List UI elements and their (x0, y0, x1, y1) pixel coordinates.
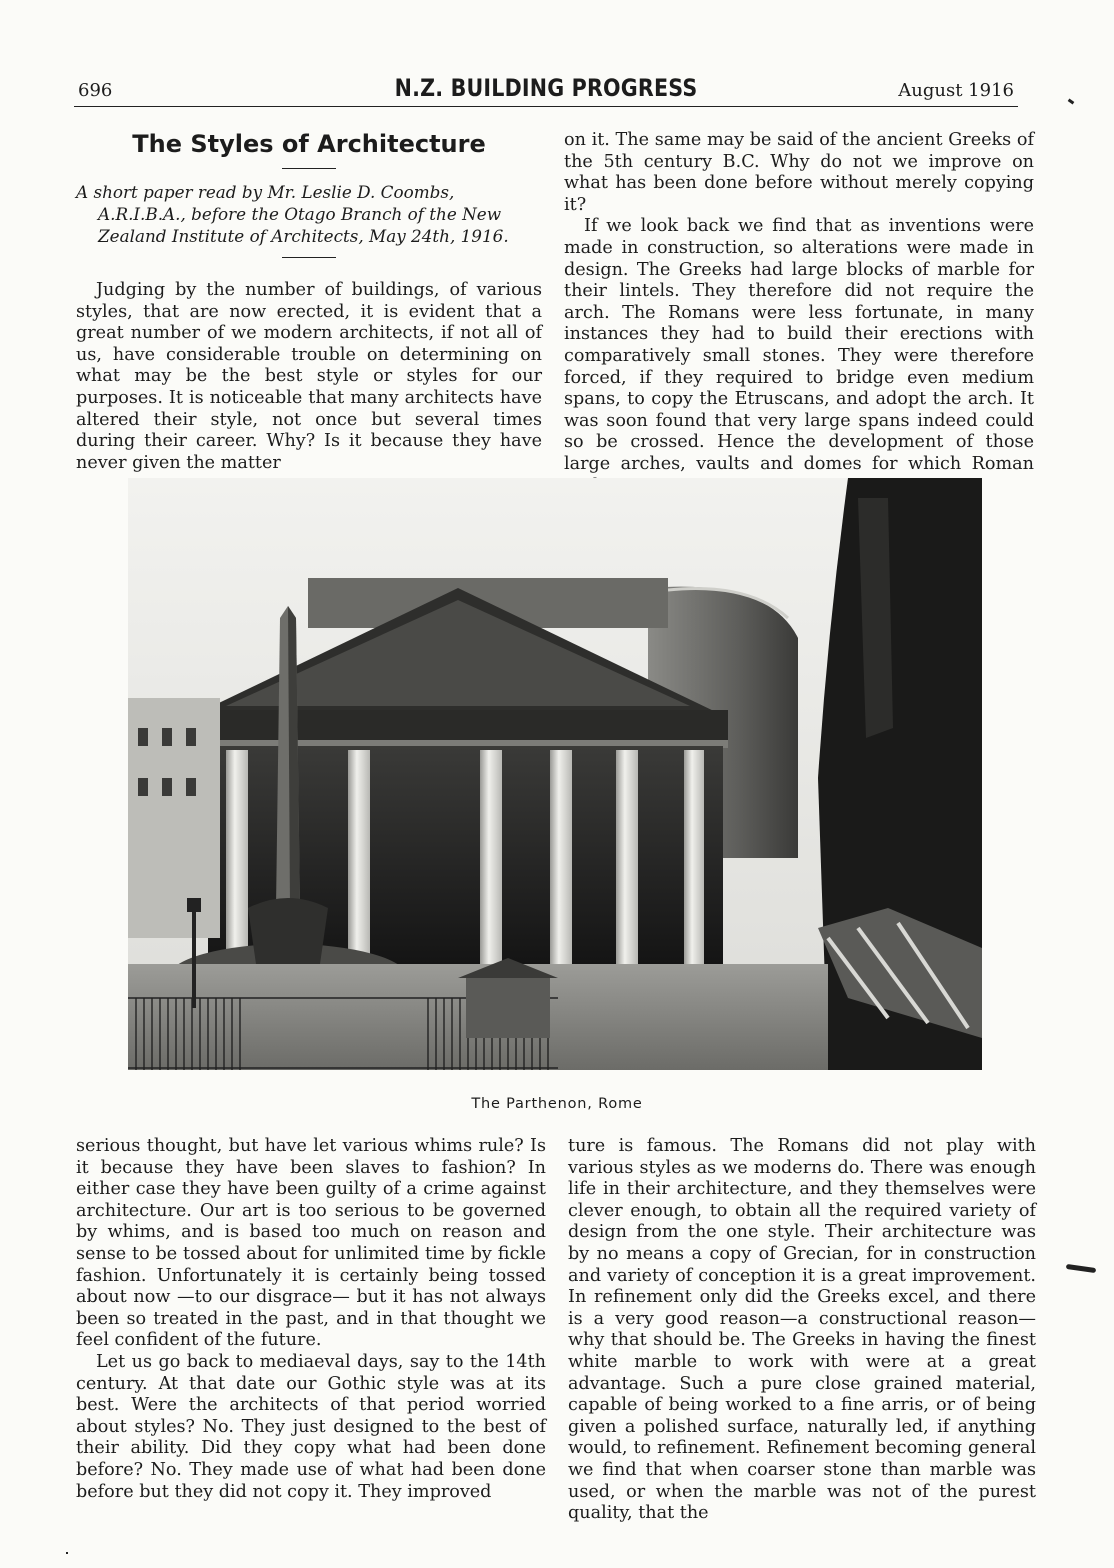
page-number: 696 (78, 80, 113, 101)
journal-title: N.Z. BUILDING PROGRESS (394, 74, 698, 102)
paragraph: Let us go back to mediaeval days, say to the 14th century. At that date our Gothic style was at its best. Were the architects of that period worried about styles? No. They just designed to the best of their ability. Did they copy what had been done before? No. They made use of what had been done before but they did not copy it. They improved (76, 1351, 546, 1502)
title-divider (282, 168, 336, 169)
running-header (74, 74, 1018, 108)
pantheon-photograph (128, 478, 982, 1070)
paragraph: If we look back we find that as inventions were made in construction, so alterations were made in design. The Greeks had large blocks of marble for their lintels. They therefore did not require the arch. The Romans were less fortunate, in many instances they had to build their erections with comparatively small stones. They were therefore forced, if they required to bridge even medium spans, to copy the Etruscans, and adopt the arch. It was soon found that very large spans indeed could so be crossed. Hence the development of those large arches, vaults and domes for which Roman (564, 216, 1034, 474)
paragraph: on it. The same may be said of the ancient Greeks of the 5th century B.C. Why do not we improve on what has been done before without merely copying it? (564, 130, 1034, 215)
photo-illustration (128, 478, 982, 1070)
header-rule (74, 106, 1018, 107)
paragraph: ture is famous. The Romans did not play with various styles as we moderns do. There was enough life in their architecture, and they themselves were clever enough, to obtain all the required variety of design from the one style. Their architecture was by no means a copy of Grecian, for in construction and variety of conception it is a great improvement. In refinement only did the Greeks excel, and there is a very good reason—a constructional reason—why that should be. The Greeks in having the finest white marble to work with were at a great advantage. Such a pure close grained material, capable of being worked to a fine arris, or of being given a polished surface, naturally led, if anything would, to refinement. Refinement becoming general we find that when coarser stone than marble was used, or when the marble was not of the purest quality, that the (568, 1136, 1036, 1524)
article-subtitle: A short paper read by Mr. Leslie D. Coombs, A.R.I.B.A., before the Otago Branch of the New Zealand Institute of Architects, May 24th, 1916. (76, 182, 509, 246)
scan-speck (66, 1552, 68, 1554)
article-heading (76, 128, 542, 258)
bottom-right-column (568, 1136, 1036, 1525)
subtitle-divider (282, 257, 336, 258)
scan-speck (1066, 1264, 1096, 1273)
scan-speck (1068, 99, 1075, 105)
top-right-column (564, 130, 1034, 497)
paragraph: serious thought, but have let various whims rule? Is it because they have been slaves to fashion? In either case they have been guilty of a crime against architecture. Our art is too serious to be governed by whims, and is based too much on reason and sense to be tossed about for unlimited time by fickle fashion. Unfortunately it is certainly being tossed about now —to our disgrace— but it has not always been so treated in the past, and in that thought we feel confident of the future. (76, 1136, 546, 1351)
paragraph: Judging by the number of buildings, of various styles, that are now erected, it is evident that a great number of we modern architects, if not all of us, have considerable trouble on determining on what may be the best style or styles for our purposes. It is noticeable that many architects have altered their style, not once but several times during their career. Why? Is it because they have never given the matter (76, 280, 542, 473)
article-title: The Styles of Architecture (132, 130, 486, 158)
figure-caption: The Parthenon, Rome (471, 1096, 643, 1112)
top-left-column (76, 280, 542, 474)
issue-date: August 1916 (898, 80, 1014, 101)
bottom-left-column (76, 1136, 546, 1503)
